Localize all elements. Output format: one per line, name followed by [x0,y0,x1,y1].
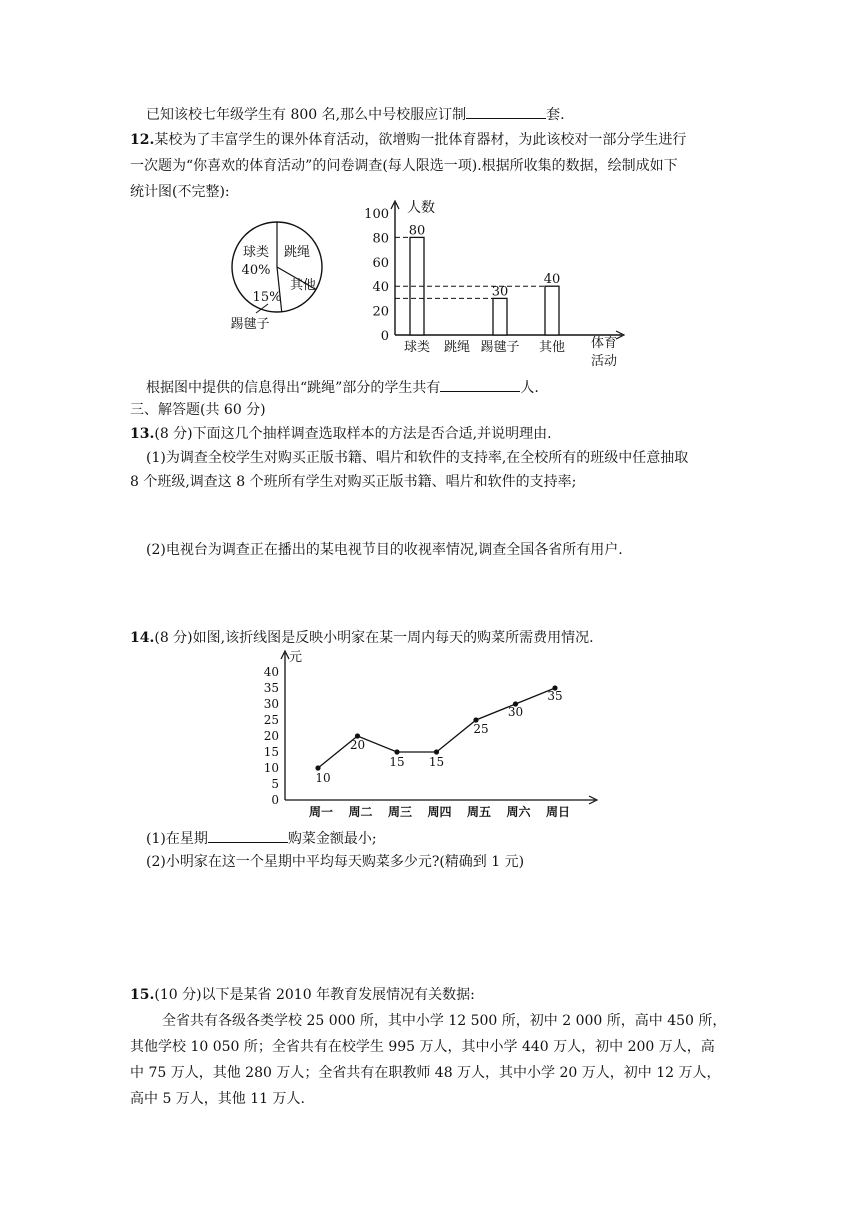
data-label: 35 [547,689,563,703]
pie-slice-percent: 15% [252,290,282,305]
q13-head [130,424,552,444]
y-tick-label: 25 [263,713,279,727]
data-point [394,749,399,754]
q14-sub1-end: 购菜金额最小; [287,831,377,847]
q15-l1: 全省共有各级各类学校 25 000 所，其中小学 12 500 所，初中 2 000 所，高中 450 所， [162,1013,727,1029]
x-tick-label: 踢毽子 [480,340,520,355]
q11-text-end: 套. [546,107,565,123]
q12-ask-text: 根据图中提供的信息得出“跳绳”部分的学生共有 [146,380,441,396]
bar [493,298,507,335]
q13-text: (8 分)下面这几个抽样调查选取样本的方法是否合适,并说明理由. [154,426,552,442]
y-tick-label: 30 [263,697,279,711]
bar-chart [340,195,630,375]
q13-p1b: 8 个班级,调查这 8 个班所有学生对购买正版书籍、唱片和软件的支持率; [130,474,577,490]
q12-ask [146,377,539,398]
data-label: 15 [428,755,445,769]
q12-line2: 一次题为“你喜欢的体育活动”的问卷调查(每人限选一项).根据所收集的数据，绘制成如下 [130,158,678,174]
x-axis-label-line1: 体育 [590,336,618,351]
bar-value-label: 30 [491,284,509,300]
x-tick-label: 周一 [308,805,334,819]
x-tick-label: 周五 [466,805,492,819]
question-number: 14. [130,630,155,646]
bar-value-label: 40 [543,272,561,288]
x-tick-label: 其他 [538,340,566,355]
data-label: 20 [349,738,366,752]
pie-leader-line [256,304,268,313]
y-tick-label: 100 [364,207,389,222]
bar-value-label: 80 [408,223,426,239]
x-tick-label: 周四 [427,805,452,819]
y-tick-label: 5 [271,777,279,791]
pie-slice-label: 其他 [289,278,317,293]
q15-l2: 其他学校 10 050 所；全省共有在校学生 995 万人，其中小学 440 万人，初中 200 万人，高 [130,1039,715,1055]
y-axis-label: 人数 [407,200,435,216]
q14-text: (8 分)如图,该折线图是反映小明家在某一周内每天的购菜所需费用情况. [154,630,594,646]
y-tick-label: 35 [263,681,279,695]
x-tick-label: 周二 [348,805,373,819]
y-tick-label: 0 [380,329,389,344]
q15-head [130,985,475,1005]
y-tick-label: 10 [263,761,279,775]
q15-l3: 中 75 万人，其他 280 万人；全省共有在职教师 48 万人，其中小学 20 万人，初中 12 万人， [130,1065,721,1081]
q12-text: 某校为了丰富学生的课外体育活动，欲增购一批体育器材，为此该校对一部分学生进行 [154,132,687,148]
section-heading: 三、解答题(共 60 分) [130,402,266,418]
y-axis-label: 元 [289,650,303,665]
q14-sub2: (2)小明家在这一个星期中平均每天购菜多少元?(精确到 1 元) [146,854,525,870]
line-chart [250,645,610,825]
data-label: 30 [507,705,524,719]
data-point [434,749,439,754]
q13-p2: (2)电视台为调查正在播出的某电视节目的收视率情况,调查全国各省所有用户. [146,542,623,558]
q14-sub1-text: (1)在星期 [146,831,208,847]
bar [545,286,559,335]
q13-p1a: (1)为调查全校学生对购买正版书籍、唱片和软件的支持率,在全校所有的班级中任意抽取 [146,450,689,466]
data-point [315,765,320,770]
question-number: 15. [130,987,155,1003]
q12-line3: 统计图(不完整): [130,184,230,200]
data-label: 10 [315,771,331,785]
y-tick-label: 60 [372,255,389,271]
y-tick-label: 0 [271,793,279,807]
answer-blank[interactable] [208,828,288,843]
answer-blank[interactable] [466,104,546,119]
q12-ask-end: 人. [520,380,539,396]
q15-text: (10 分)以下是某省 2010 年教育发展情况有关数据: [154,987,475,1003]
question-number: 12. [130,132,155,148]
y-tick-label: 80 [372,231,389,247]
y-tick-label: 40 [372,280,389,296]
data-label: 25 [473,722,489,736]
x-tick-label: 周日 [545,805,571,819]
q11-tail [146,104,565,125]
question-number: 13. [130,426,155,442]
x-tick-label: 周六 [506,805,531,819]
pie-chart [230,212,350,342]
y-tick-label: 20 [372,304,389,320]
x-tick-label: 跳绳 [443,340,471,355]
x-tick-label: 球类 [403,340,431,355]
x-axis-label-line2: 活动 [590,354,618,369]
q12-line1 [130,130,686,150]
y-tick-label: 20 [263,729,279,743]
x-tick-label: 周三 [387,805,413,819]
q11-text: 已知该校七年级学生有 800 名,那么中号校服应订制 [146,107,467,123]
pie-slice-label: 踢毽子 [230,317,270,332]
data-label: 15 [389,755,405,769]
y-tick-label: 40 [263,665,279,679]
y-tick-label: 15 [263,745,279,759]
q14-sub1 [146,828,377,849]
pie-slice-label: 跳绳 [283,245,311,260]
q15-l4: 高中 5 万人，其他 11 万人. [130,1091,305,1107]
pie-slice-percent: 40% [241,263,271,278]
answer-blank[interactable] [440,377,520,392]
pie-slice-label: 球类 [242,245,270,260]
